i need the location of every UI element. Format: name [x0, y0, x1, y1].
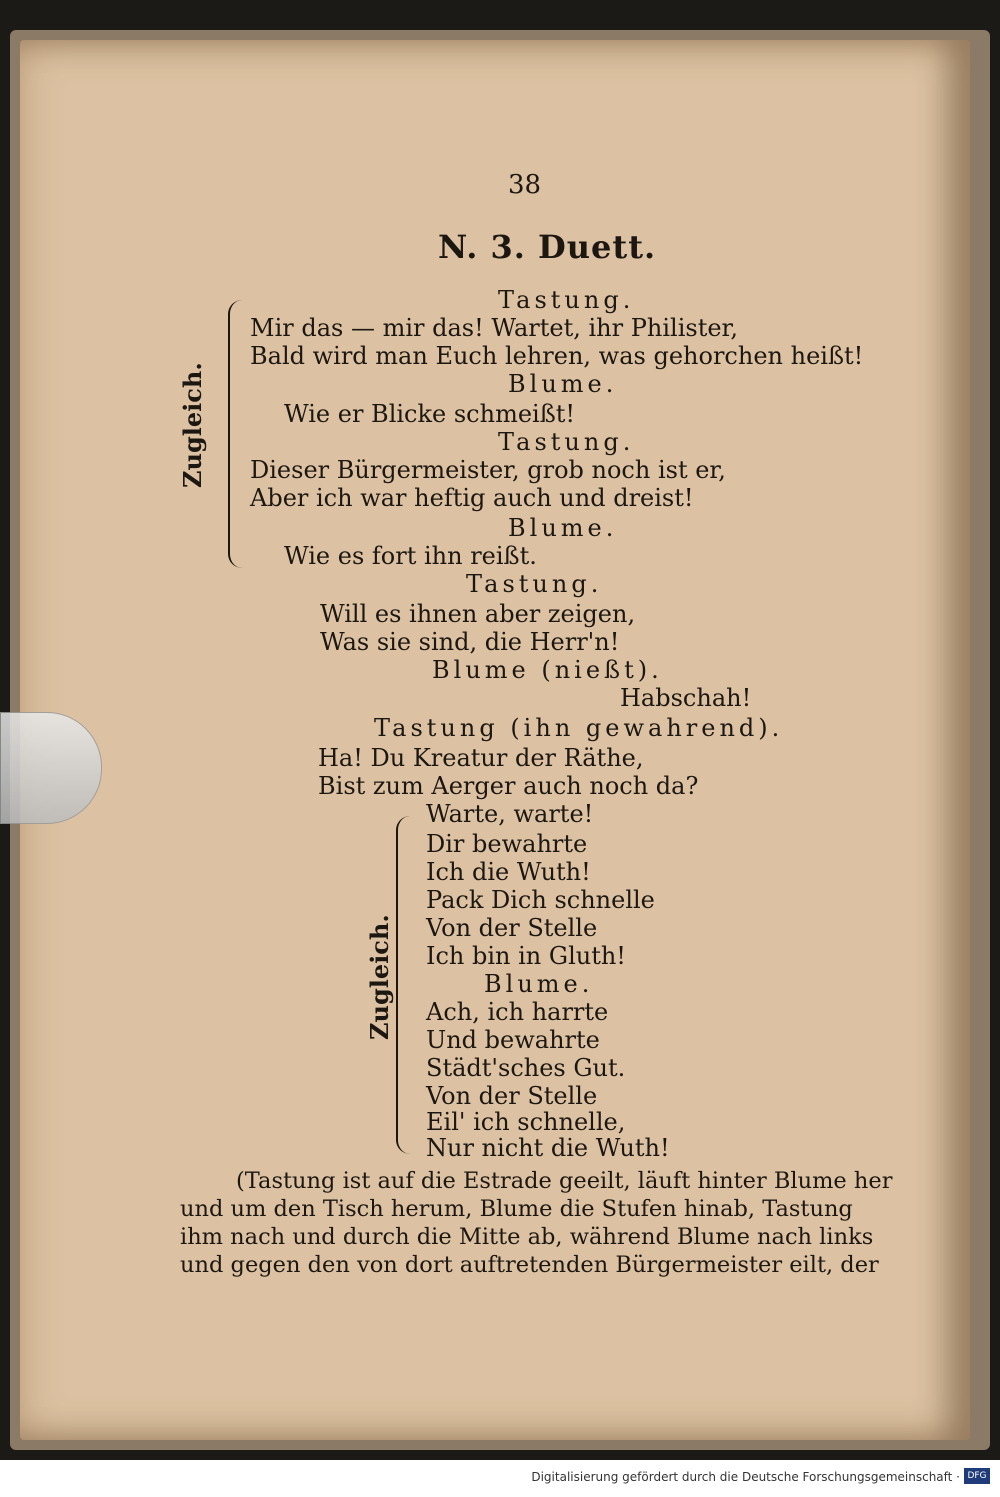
- speaker-label: Blume.: [508, 370, 618, 398]
- verse-line: Ich bin in Gluth!: [426, 942, 626, 970]
- section-heading: N. 3. Duett.: [438, 228, 657, 266]
- speaker-label: Tastung (ihn gewahrend).: [374, 714, 784, 742]
- verse-line: Bist zum Aerger auch noch da?: [318, 772, 699, 800]
- verse-line: Was sie sind, die Herr'n!: [320, 628, 620, 656]
- verse-line: Eil' ich schnelle,: [426, 1108, 626, 1136]
- verse-line: Ha! Du Kreatur der Räthe,: [318, 744, 644, 772]
- verse-line: Bald wird man Euch lehren, was gehorchen heißt!: [250, 342, 864, 370]
- verse-line: Von der Stelle: [426, 914, 598, 942]
- footer-bar: [0, 1462, 1000, 1497]
- verse-line: Wie er Blicke schmeißt!: [284, 400, 576, 428]
- verse-line: Ich die Wuth!: [426, 858, 591, 886]
- verse-line: Dieser Bürgermeister, grob noch ist er,: [250, 456, 726, 484]
- verse-line: Wie es fort ihn reißt.: [284, 542, 537, 570]
- verse-line: Aber ich war heftig auch und dreist!: [250, 484, 694, 512]
- verse-line: Und bewahrte: [426, 1026, 600, 1054]
- speaker-label: Tastung.: [498, 286, 635, 314]
- speaker-label: Blume.: [484, 970, 594, 998]
- verse-line: Habschah!: [620, 684, 752, 712]
- speaker-label: Tastung.: [466, 570, 603, 598]
- stage-direction-line: und um den Tisch herum, Blume die Stufen hinab, Tastung: [180, 1196, 853, 1222]
- verse-line: Pack Dich schnelle: [426, 886, 655, 914]
- dfg-logo: DFG: [964, 1468, 990, 1484]
- verse-line: Nur nicht die Wuth!: [426, 1134, 670, 1162]
- verse-line: Ach, ich harrte: [426, 998, 609, 1026]
- brace-bracket: [396, 816, 412, 1154]
- speaker-label: Tastung.: [498, 428, 635, 456]
- verse-line: Warte, warte!: [426, 800, 594, 828]
- verse-line: Mir das — mir das! Wartet, ihr Philister,: [250, 314, 739, 342]
- verse-line: Will es ihnen aber zeigen,: [320, 600, 636, 628]
- stage-direction-line: ihm nach und durch die Mitte ab, während Blume nach links: [180, 1224, 874, 1250]
- speaker-label: Blume.: [508, 514, 618, 542]
- verse-line: Dir bewahrte: [426, 830, 588, 858]
- brace-bracket: [228, 300, 244, 568]
- brace-label-zugleich: Zugleich.: [365, 914, 394, 1040]
- brace-label-zugleich: Zugleich.: [178, 362, 207, 488]
- page-number: 38: [508, 170, 542, 200]
- verse-line: Städt'sches Gut.: [426, 1054, 626, 1082]
- stage-direction-line: (Tastung ist auf die Estrade geeilt, läuft hinter Blume her: [236, 1168, 893, 1194]
- verse-line: Von der Stelle: [426, 1082, 598, 1110]
- stage-direction-line: und gegen den von dort auftretenden Bürgermeister eilt, der: [180, 1252, 879, 1278]
- funding-credit: Digitalisierung gefördert durch die Deutsche Forschungsgemeinschaft ·: [531, 1470, 960, 1484]
- speaker-label: Blume (nießt).: [432, 656, 663, 684]
